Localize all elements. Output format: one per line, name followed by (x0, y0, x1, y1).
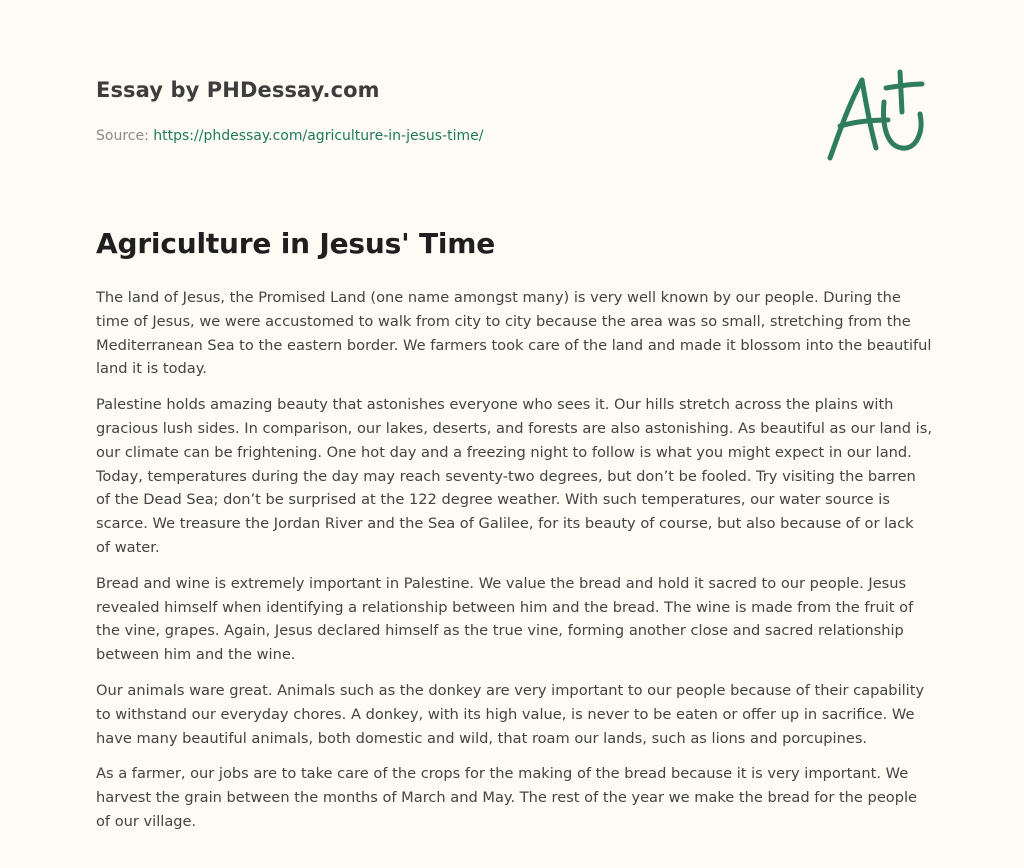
article-paragraph: Palestine holds amazing beauty that astonishes everyone who sees it. Our hills stretch across the plains with gracious lush sides. In comparison, our lakes, deserts, and forests are also astonishing. As beautiful as our land is, our climate can be frightening. One hot day and a freezing night to follow is what you might expect in our land. Today, temperatures during the day may reach seventy-two degrees, but don’t be fooled. Try visiting the barren of the Dead Sea; don’t be surprised at the 122 degree weather. With such temperatures, our water source is scarce. We treasure the Jordan River and the Sea of Galilee, for its beauty of course, but also because of or lack of water. (96, 396, 932, 556)
source-line (96, 126, 796, 146)
article-paragraph: The land of Jesus, the Promised Land (one name amongst many) is very well known by our people. During the time of Jesus, we were accustomed to walk from city to city because the area was so small, stretching from the Mediterranean Sea to the eastern border. We farmers took care of the land and made it blossom into the beautiful land it is today. (96, 289, 932, 378)
article-body (96, 286, 932, 834)
page-header (96, 76, 796, 146)
article-paragraph: Our animals ware great. Animals such as the donkey are very important to our people because of their capability to withstand our everyday chores. A donkey, with its high value, is never to be eaten or offer up in sacrifice. We have many beautiful animals, both domestic and wild, that roam our lands, such as lions and porcupines. (96, 681, 925, 747)
article (96, 224, 932, 846)
source-label: Source: (96, 128, 154, 144)
article-paragraph: Bread and wine is extremely important in Palestine. We value the bread and hold it sacred to our people. Jesus revealed himself when identifying a relationship between him and the bread. The wine is made from the fruit of the vine, grapes. Again, Jesus declared himself as the true vine, forming another close and sacred relationship between him and the wine. (96, 574, 914, 664)
article-paragraph: As a farmer, our jobs are to take care of the crops for the making of the bread because it is very important. We harvest the grain between the months of March and May. The rest of the year we make the bread for the people of our village. (96, 765, 918, 830)
a-plus-grade-icon (820, 66, 930, 166)
site-brand: Essay by PHDessay.com (96, 78, 380, 102)
article-title: Agriculture in Jesus' Time (96, 227, 496, 260)
source-link[interactable]: https://phdessay.com/agriculture-in-jesus-time/ (153, 128, 484, 144)
